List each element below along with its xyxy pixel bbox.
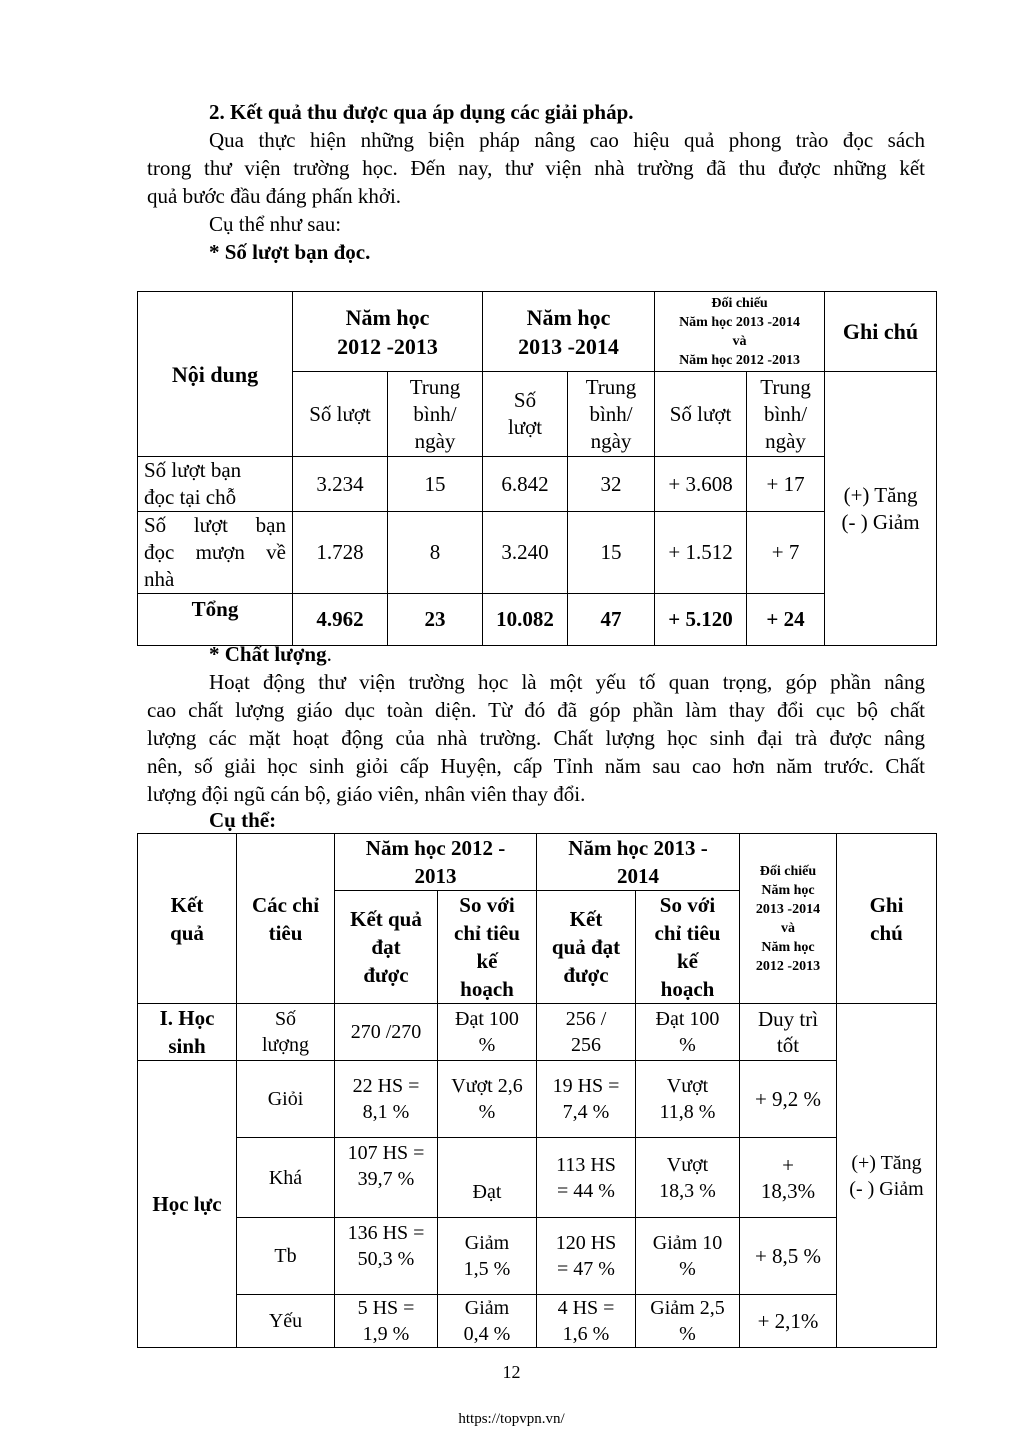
table-row-total [138,594,937,646]
table-row [138,457,937,512]
subheader-count: Số lượt [483,372,568,457]
notes-cell: (+) Tăng (- ) Giảm [825,372,937,646]
table-cell: 3.234 [293,457,388,512]
footer-url[interactable]: https://topvpn.vn/ [458,1411,565,1427]
table-cell: 3.240 [483,512,568,594]
table-cell: + 8,5 % [740,1218,837,1295]
table-cell: + 24 [747,594,825,646]
table-cell: 5 HS = 1,9 % [335,1295,438,1348]
row-label: Tb [237,1218,335,1295]
subheader-achieved: Kết quả đạt được [537,891,636,1004]
subheader-count: Số lượt [293,372,388,457]
table-cell: Duy trì tốt [740,1004,837,1061]
quality-table [137,833,937,1348]
table-cell: + 1.512 [655,512,747,594]
table-cell: 15 [388,457,483,512]
table-cell: 4.962 [293,594,388,646]
header-year-2013: Năm học 2013 - 2014 [537,834,740,891]
paragraph-line: lượng các mặt hoạt động của nhà trường. Chất lượng học sinh đại trà được nâng [147,726,925,750]
subheading-readers: * Số lượt bạn đọc. [209,240,371,264]
header-year-2012: Năm học 2012 - 2013 [335,834,537,891]
row-label: Yếu [237,1295,335,1348]
page-number: 12 [502,1362,521,1382]
table-row [138,1004,937,1061]
table-cell: 256 / 256 [537,1004,636,1061]
notes-cell: (+) Tăng (- ) Giảm [837,1004,937,1348]
header-year-2012: Năm học 2012 -2013 [293,292,483,372]
row-label: Giỏi [237,1061,335,1138]
header-comparison: Đối chiếu Năm học 2013 -2014 và Năm học 2012 -2013 [655,292,825,372]
paragraph-line: Cụ thể như sau: [209,212,342,236]
table-cell: + 5.120 [655,594,747,646]
table-cell: 120 HS = 47 % [537,1218,636,1295]
header-comparison: Đối chiếu Năm học 2013 -2014 và Năm học 2012 -2013 [740,834,837,1004]
header-result: Kết quả [138,834,237,1004]
table-cell: 19 HS = 7,4 % [537,1061,636,1138]
table-cell: + 9,2 % [740,1061,837,1138]
header-notes: Ghi chú [825,292,937,372]
subheading-quality-dot: . [326,642,332,666]
subheading-quality-text: * Chất lượng [209,642,327,666]
table-cell: Giảm 1,5 % [438,1218,537,1295]
paragraph-line: Hoạt động thư viện trường học là một yếu tố quan trọng, góp phần nâng [209,670,925,694]
table-cell: Đạt 100 % [438,1004,537,1061]
table-cell: + 18,3% [740,1138,837,1218]
table-cell: 1.728 [293,512,388,594]
subheading-details: Cụ thể: [209,808,277,832]
table-cell: Giảm 10 % [636,1218,740,1295]
table-cell: + 3.608 [655,457,747,512]
table-row [138,1295,937,1348]
subheader-achieved: Kết quả đạt được [335,891,438,1004]
table-cell: 113 HS = 44 % [537,1138,636,1218]
table-cell: 15 [568,512,655,594]
table-cell: Đạt [438,1138,537,1218]
total-label: Tổng [138,594,293,646]
row-label-line: nhà [144,567,175,591]
subheader-average: Trung bình/ ngày [747,372,825,457]
section-heading: 2. Kết quả thu được qua áp dụng các giải pháp. [209,100,634,124]
table-cell: Vượt 2,6 % [438,1061,537,1138]
subheader-average: Trung bình/ ngày [568,372,655,457]
table-cell: Vượt 18,3 % [636,1138,740,1218]
row-group-academic: Học lực [138,1061,237,1348]
readers-table [137,291,937,646]
table-cell: 136 HS = 50,3 % [335,1218,438,1295]
table-row [138,1218,937,1295]
table-cell: + 2,1% [740,1295,837,1348]
header-notes: Ghi chú [837,834,937,1004]
table-cell: Vượt 11,8 % [636,1061,740,1138]
subheading-quality [209,640,332,668]
table-cell: + 7 [747,512,825,594]
subheader-vs-plan: So với chỉ tiêu kế hoạch [636,891,740,1004]
table-cell: 4 HS = 1,6 % [537,1295,636,1348]
paragraph-line: lượng đội ngũ cán bộ, giáo viên, nhân viên thay đổi. [147,782,586,806]
table-cell: 23 [388,594,483,646]
paragraph-line: quả bước đầu đáng phấn khởi. [147,184,402,208]
table-row [138,1138,937,1218]
paragraph-line: trong thư viện trường học. Đến nay, thư viện nhà trường đã thu được những kết [147,156,925,180]
table-cell: 10.082 [483,594,568,646]
row-label: Số lượt bạn đọc tại chỗ [138,457,293,512]
paragraph-line: cao chất lượng giáo dục toàn diện. Từ đó đã góp phần làm thay đổi cục bộ chất [147,698,925,722]
row-label-line: đọc mượn về [144,540,286,564]
table-cell: Giảm 2,5 % [636,1295,740,1348]
table-cell: Đạt 100 % [636,1004,740,1061]
header-criteria: Các chỉ tiêu [237,834,335,1004]
row-label-line: Số lượt bạn [144,513,286,537]
table-cell: 22 HS = 8,1 % [335,1061,438,1138]
paragraph-line: nên, số giải học sinh giỏi cấp Huyện, cấp Tỉnh năm sau cao hơn năm trước. Chất [147,754,925,778]
paragraph-line: Qua thực hiện những biện pháp nâng cao hiệu quả phong trào đọc sách [209,128,925,152]
header-year-2013: Năm học 2013 -2014 [483,292,655,372]
subheader-count: Số lượt [655,372,747,457]
table-cell: 8 [388,512,483,594]
table-cell: 270 /270 [335,1004,438,1061]
row-label: Khá [237,1138,335,1218]
row-label: Số lượng [237,1004,335,1061]
row-label [138,512,293,594]
header-content: Nội dung [138,292,293,457]
table-cell: 47 [568,594,655,646]
table-cell: 32 [568,457,655,512]
table-cell: 107 HS = 39,7 % [335,1138,438,1218]
row-group-students: I. Học sinh [138,1004,237,1061]
subheader-vs-plan: So với chỉ tiêu kế hoạch [438,891,537,1004]
table-cell: Giảm 0,4 % [438,1295,537,1348]
table-row [138,1061,937,1138]
subheader-average: Trung bình/ ngày [388,372,483,457]
table-cell: + 17 [747,457,825,512]
table-row [138,512,937,594]
table-cell: 6.842 [483,457,568,512]
